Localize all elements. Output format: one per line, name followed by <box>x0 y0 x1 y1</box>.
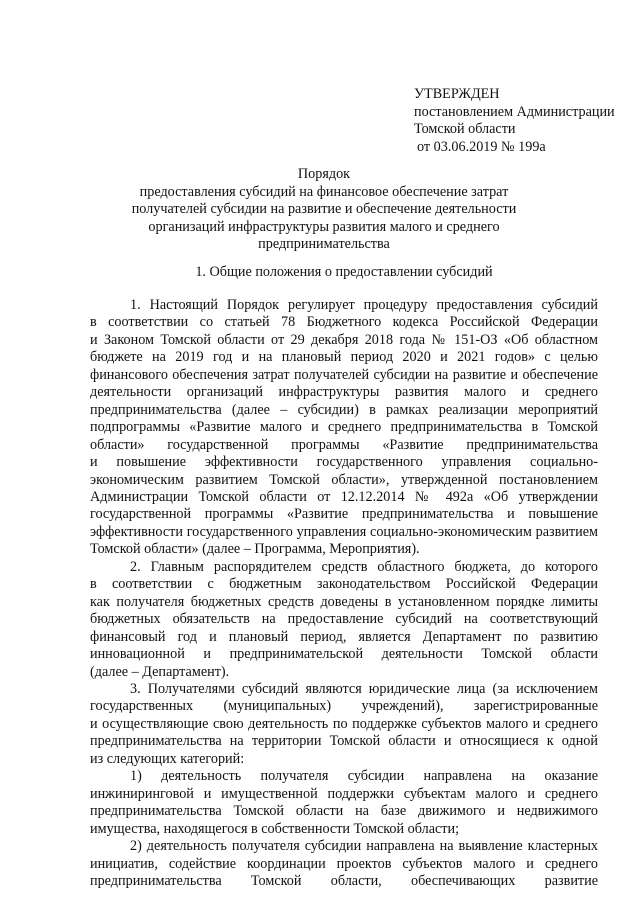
text-line: инжиниринговой и имущественной поддержки субъектам малого и среднего <box>90 785 598 802</box>
title-line-5: предпринимательства <box>258 236 390 253</box>
list-item-1 <box>90 768 598 838</box>
approval-stamp <box>414 86 615 156</box>
text-line: 2. Главным распорядителем средств областного бюджета, до которого <box>130 558 598 575</box>
paragraph-2 <box>90 559 598 681</box>
text-line: и повышение эффективности государственного управления социально- <box>90 454 598 471</box>
text-line: предпринимательства Томской области, обеспечивающих развитие <box>90 872 598 889</box>
text-line: государственной программы «Развитие предпринимательства и повышение <box>90 506 598 523</box>
section-heading: 1. Общие положения о предоставлении субсидий <box>195 264 493 280</box>
text-line: деятельности организаций инфраструктуры развития малого и среднего <box>90 384 598 401</box>
document-body <box>90 297 598 890</box>
text-line: и Законом Томской области от 29 декабря 2018 года № 151-ОЗ «Об областном <box>90 331 598 348</box>
title-line-4: организаций инфраструктуры развития малого и среднего <box>148 218 500 235</box>
list-item-2 <box>90 838 598 890</box>
text-line: 3. Получателями субсидий являются юридические лица (за исключением <box>130 680 598 697</box>
text-line: финансового обеспечения затрат получателей субсидии на развитие и обеспечение <box>90 366 598 383</box>
text-line: инновационной и предпринимательской деятельности Томской области <box>90 646 598 663</box>
text-line: подпрограммы «Развитие малого и среднего предпринимательства в Томской <box>90 419 598 436</box>
approval-line-2: постановлением Администрации <box>414 103 615 120</box>
text-line: экономическим развитием Томской области», утвержденной постановлением <box>90 471 598 488</box>
text-line: 1. Настоящий Порядок регулирует процедуру предоставления субсидий <box>130 297 598 313</box>
text-line: 1) деятельность получателя субсидии направлена на оказание <box>130 768 598 785</box>
title-line-2: предоставления субсидий на финансовое обеспечение затрат <box>139 183 509 200</box>
text-line: как получателя бюджетных средств доведены в установленном порядке лимиты <box>90 593 598 610</box>
text-line: финансовый год и плановый период, является Департамент по развитию <box>90 628 598 645</box>
text-line: инициатив, содействие координации проектов субъектов малого и среднего <box>90 855 598 872</box>
text-line: в соответствии с бюджетным законодательством Российской Федерации <box>90 576 598 593</box>
paragraph-1 <box>90 297 598 559</box>
text-line: предпринимательства Томской области на базе движимого и недвижимого <box>90 803 598 820</box>
text-line: Томской области» (далее – Программа, Мероприятия). <box>90 541 420 558</box>
text-line: и осуществляющие свою деятельность по поддержке субъектов малого и среднего <box>90 715 598 732</box>
approval-line-1: УТВЕРЖДЕН <box>414 86 500 102</box>
text-line: из следующих категорий: <box>90 750 245 767</box>
text-line: эффективности государственного управления социально-экономическим развитием <box>90 523 598 540</box>
text-line: бюджете на 2019 год и на плановый период 2020 и 2021 годов» с целью <box>90 349 598 366</box>
text-line: предпринимательства на территории Томской области и относящиеся к одной <box>90 733 598 750</box>
title-line-1: Порядок <box>297 166 351 182</box>
text-line: 2) деятельность получателя субсидии направлена на выявление кластерных <box>130 838 598 855</box>
approval-line-3: Томской области <box>414 121 516 137</box>
text-line: предпринимательства (далее – субсидии) в рамках реализации мероприятий <box>90 401 598 418</box>
text-line: имущества, находящегося в собственности Томской области; <box>90 820 460 837</box>
paragraph-3 <box>90 681 598 768</box>
document-title <box>130 166 518 254</box>
text-line: (далее – Департамент). <box>90 663 230 680</box>
text-line: области» государственной программы «Развитие предпринимательства <box>90 436 598 453</box>
text-line: бюджетных обязательств на предоставление субсидий на соответствующий <box>90 611 598 628</box>
approval-line-4: от 03.06.2019 № 199а <box>417 138 546 155</box>
text-line: Администрации Томской области от 12.12.2014 № 492а «Об утверждении <box>90 488 598 505</box>
text-line: в соответствии со статьей 78 Бюджетного кодекса Российской Федерации <box>90 314 598 331</box>
title-line-3: получателей субсидии на развитие и обеспечение деятельности <box>131 201 517 218</box>
text-line: государственных (муниципальных) учреждений), зарегистрированные <box>90 698 598 715</box>
